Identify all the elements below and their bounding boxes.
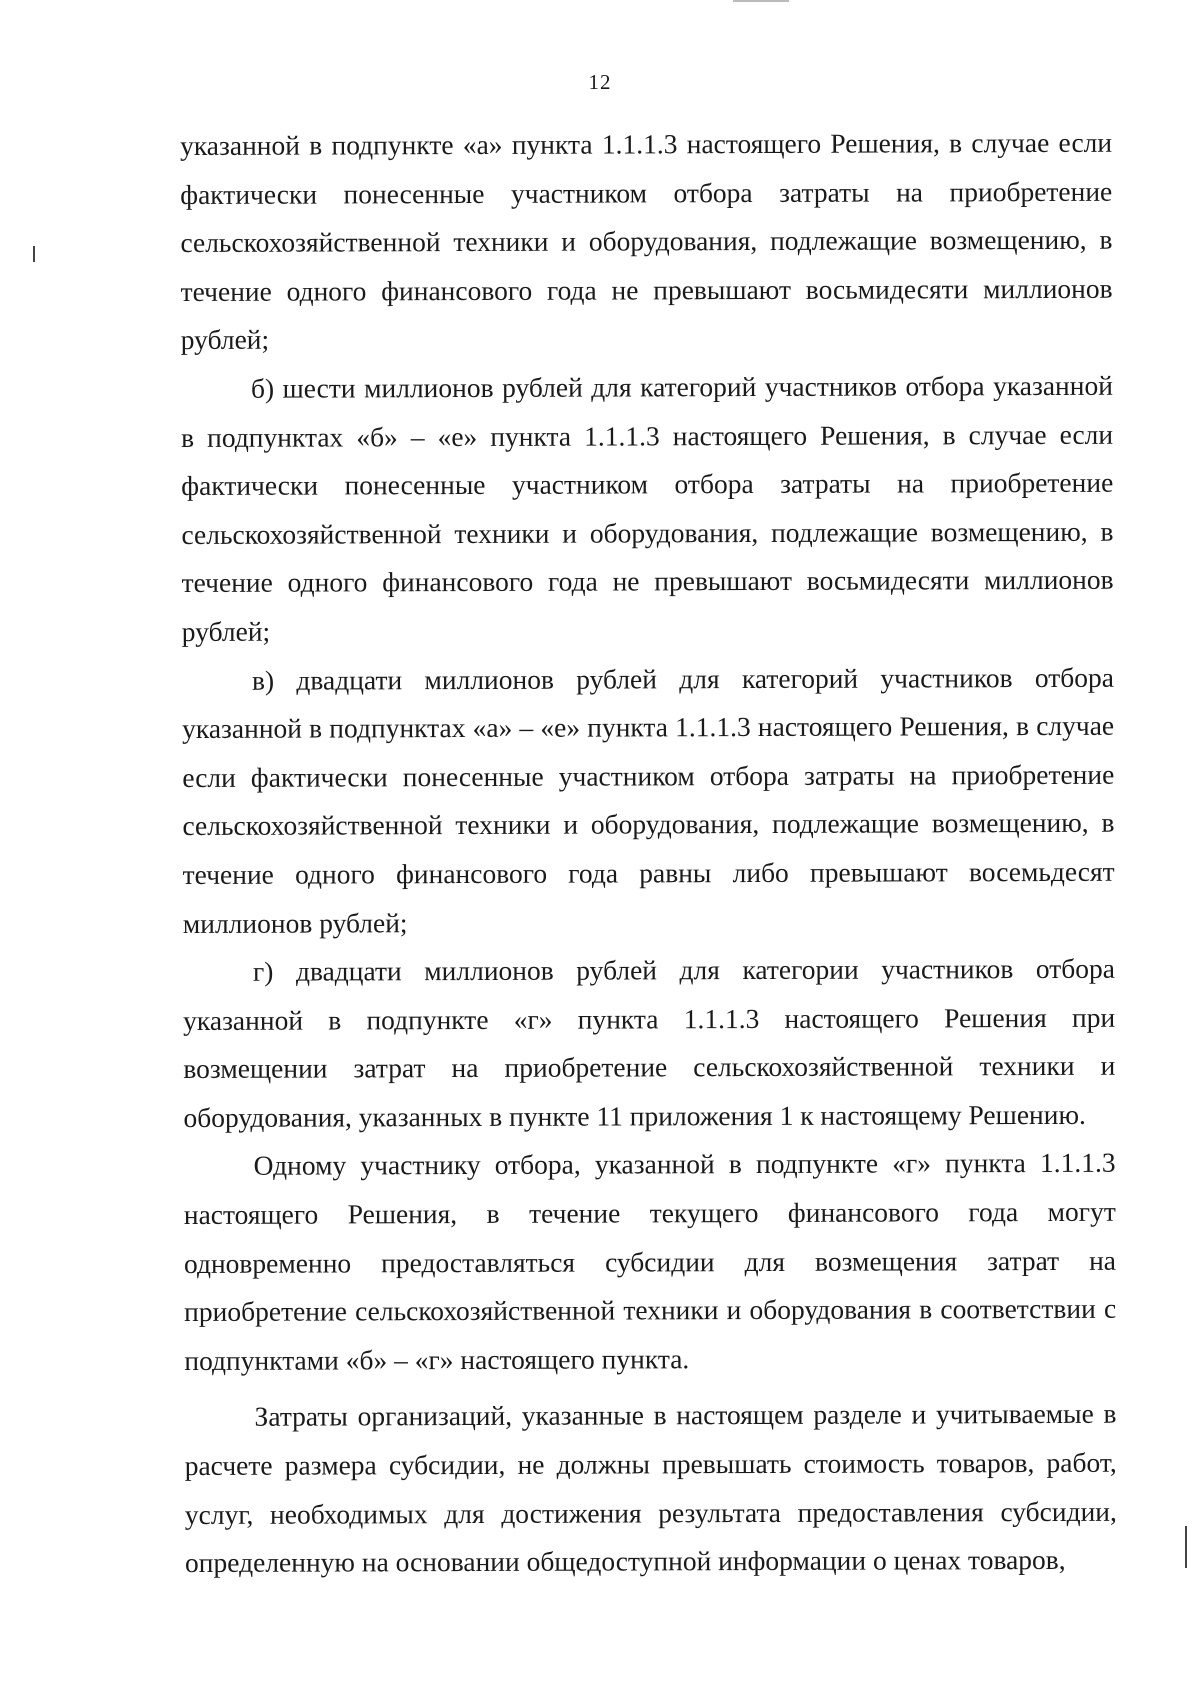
paragraph-item-v: в) двадцати миллионов рублей для категорий участников отбора указанной в подпунктах «а» – «е» пункта 1.1.1.3 настоящего Решения, в случае если фактически понесенные участником отбора затраты на приобретение сельскохозяйственной техники и оборудования, подлежащие возмещению, в течение одного финансового года равны либо превышают восемьдесят миллионов рублей; — [182, 661, 1115, 939]
document-body — [180, 119, 1117, 1588]
scan-artifact-left — [33, 246, 35, 262]
page-number: 12 — [588, 70, 612, 94]
scan-artifact-top — [733, 0, 789, 2]
paragraph-single-participant: Одному участнику отбора, указанной в подпункте «г» пункта 1.1.1.3 настоящего Решения, в течение текущего финансового года могут одновременно предоставляться субсидии для возмещения затрат на приобретение сельскохозяйственной техники и оборудования в соответствии с подпунктами «б» – «г» настоящего пункта. — [183, 1147, 1117, 1376]
paragraph-continuation: указанной в подпункте «а» пункта 1.1.1.3 настоящего Решения, в случае если фактически понесенные участником отбора затраты на приобретение сельскохозяйственной техники и оборудования, подлежащие возмещению, в течение одного финансового года не превышают восьмидесяти миллионов рублей; — [180, 126, 1113, 356]
paragraph-costs: Затраты организаций, указанные в настоящем разделе и учитываемые в расчете размера субсидии, не должны превышать стоимость товаров, работ, услуг, необходимых для достижения результата предоставления субсидии, определенную на основании общедоступной информации о ценах товаров, — [184, 1398, 1117, 1579]
paragraph-item-b: б) шести миллионов рублей для категорий участников отбора указанной в подпунктах «б» – «е» пункта 1.1.1.3 настоящего Решения, в случае если фактически понесенные участником отбора затраты на приобретение сельскохозяйственной техники и оборудования, подлежащие возмещению, в течение одного финансового года не превышают восьмидесяти миллионов рублей; — [181, 369, 1114, 647]
paragraph-item-g: г) двадцати миллионов рублей для категории участников отбора указанной в подпункте «г» пункта 1.1.1.3 настоящего Решения при возмещении затрат на приобретение сельскохозяйственной техники и оборудования, указанных в пункте 11 приложения 1 к настоящему Решению. — [183, 952, 1116, 1133]
scan-artifact-right — [1185, 1526, 1187, 1568]
